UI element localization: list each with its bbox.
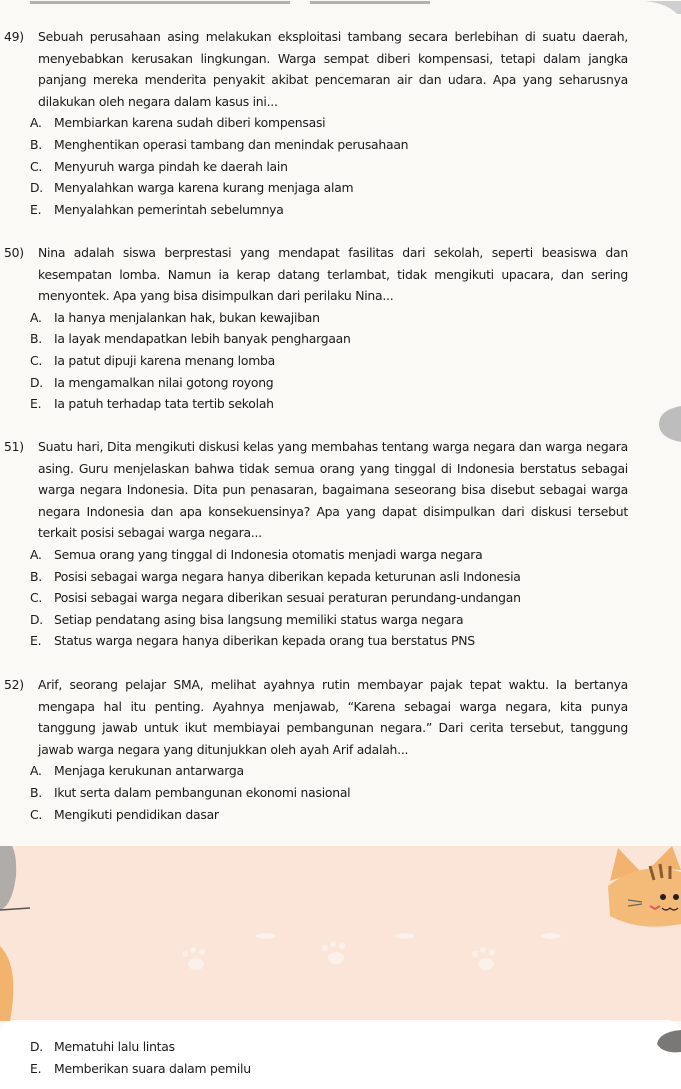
- option-c[interactable]: C. Ia patut dipuji karena menang lomba: [30, 352, 275, 368]
- cut-off-text-fragments: [0, 1, 681, 14]
- option-a[interactable]: A. Semua orang yang tinggal di Indonesia otomatis menjadi warga negara: [30, 546, 483, 562]
- question-number: 52): [4, 677, 24, 692]
- question-stem: Sebuah perusahaan asing melakukan eksploitasi tambang secara berlebihan di suatu daerah, menyebabkan kerusakan lingkungan. Warga sempat diberi kompensasi, tetapi dalam jangka panjang mereka menderita penyakit akibat pencemaran air dan udara. Apa yang seharusnya dilakukan oleh negara dalam kasus ini...: [38, 29, 628, 109]
- option-list: [30, 760, 628, 825]
- option-b[interactable]: B. Menghentikan operasi tambang dan menindak perusahaan: [30, 136, 409, 152]
- option-d[interactable]: D. Mematuhi lalu lintas: [30, 1039, 175, 1054]
- option-a[interactable]: A. Menjaga kerukunan antarwarga: [30, 763, 244, 779]
- question-number: 51): [4, 439, 24, 454]
- decorative-cat-band: [0, 846, 681, 1021]
- continuation-panel: [0, 1020, 681, 1089]
- question-50: [4, 242, 628, 415]
- option-e[interactable]: E. Memberikan suara dalam pemilu: [30, 1060, 251, 1076]
- option-b[interactable]: B. Posisi sebagai warga negara hanya diberikan kepada keturunan asli Indonesia: [30, 568, 521, 584]
- option-list: [30, 544, 628, 652]
- question-51: [4, 436, 628, 652]
- option-list: [30, 112, 628, 220]
- cut-off-previous-line: [0, 0, 681, 14]
- cat-face-icon: [608, 846, 681, 927]
- question-number: 50): [4, 245, 24, 260]
- option-d[interactable]: D. Menyalahkan warga karena kurang menjaga alam: [30, 180, 354, 196]
- option-c[interactable]: C. Mengikuti pendidikan dasar: [30, 806, 219, 822]
- question-52-continued: [4, 1036, 628, 1079]
- option-b[interactable]: B. Ikut serta dalam pembangunan ekonomi nasional: [30, 784, 351, 800]
- question-stem: Suatu hari, Dita mengikuti diskusi kelas yang membahas tentang warga negara dan warga negara asing. Guru menjelaskan bahwa tidak semua orang yang tinggal di Indonesia berstatus sebagai warga negara Indonesia. Dita pun penasaran, bagaimana seseorang bisa disebut sebagai warga negara Indonesia dan apa konsekuensinya? Apa yang dapat disimpulkan dari diskusi tersebut terkait posisi sebagai warga negara...: [38, 439, 628, 541]
- question-stem: Nina adalah siswa berprestasi yang mendapat fasilitas dari sekolah, seperti beasiswa dan kesempatan lomba. Namun ia kerap datang terlambat, tidak mengikuti upacara, dan sering menyontek. Apa yang bisa disimpulkan dari perilaku Nina...: [38, 245, 628, 304]
- edge-decoration-blob: [655, 406, 681, 442]
- question-49: [4, 26, 628, 220]
- option-e[interactable]: E. Menyalahkan pemerintah sebelumnya: [30, 201, 284, 217]
- option-list: [30, 1036, 628, 1079]
- option-c[interactable]: C. Menyuruh warga pindah ke daerah lain: [30, 158, 288, 174]
- question-52: [4, 674, 628, 825]
- question-stem: Arif, seorang pelajar SMA, melihat ayahnya rutin membayar pajak tepat waktu. Ia bertanya mengapa hal itu penting. Ayahnya menjawab, “Karena sebagai warga negara, kita punya tanggung jawab untuk ikut membiayai pembangunan negara.” Dari cerita tersebut, tanggung jawab warga negara yang ditunjukkan oleh ayah Arif adalah...: [38, 677, 628, 757]
- question-number: 49): [4, 29, 24, 44]
- option-c[interactable]: C. Posisi sebagai warga negara diberikan sesuai peraturan perundang-undangan: [30, 590, 521, 606]
- cat-illustration: [0, 846, 681, 1021]
- paw-icon: [182, 933, 561, 970]
- option-b[interactable]: B. Ia layak mendapatkan lebih banyak penghargaan: [30, 331, 351, 347]
- option-e[interactable]: E. Status warga negara hanya diberikan kepada orang tua berstatus PNS: [30, 633, 475, 649]
- cat-paw-left-icon: [0, 946, 13, 1021]
- edge-decoration-blob: [651, 1026, 681, 1056]
- option-d[interactable]: D. Setiap pendatang asing bisa langsung memiliki status warga negara: [30, 611, 464, 627]
- cat-tail-icon: [0, 846, 16, 910]
- corner-decoration: [645, 1, 681, 14]
- option-a[interactable]: A. Ia hanya menjalankan hak, bukan kewajiban: [30, 309, 320, 325]
- option-a[interactable]: A. Membiarkan karena sudah diberi kompensasi: [30, 115, 326, 131]
- option-d[interactable]: D. Ia mengamalkan nilai gotong royong: [30, 374, 274, 390]
- option-e[interactable]: E. Ia patuh terhadap tata tertib sekolah: [30, 396, 274, 412]
- option-list: [30, 307, 628, 415]
